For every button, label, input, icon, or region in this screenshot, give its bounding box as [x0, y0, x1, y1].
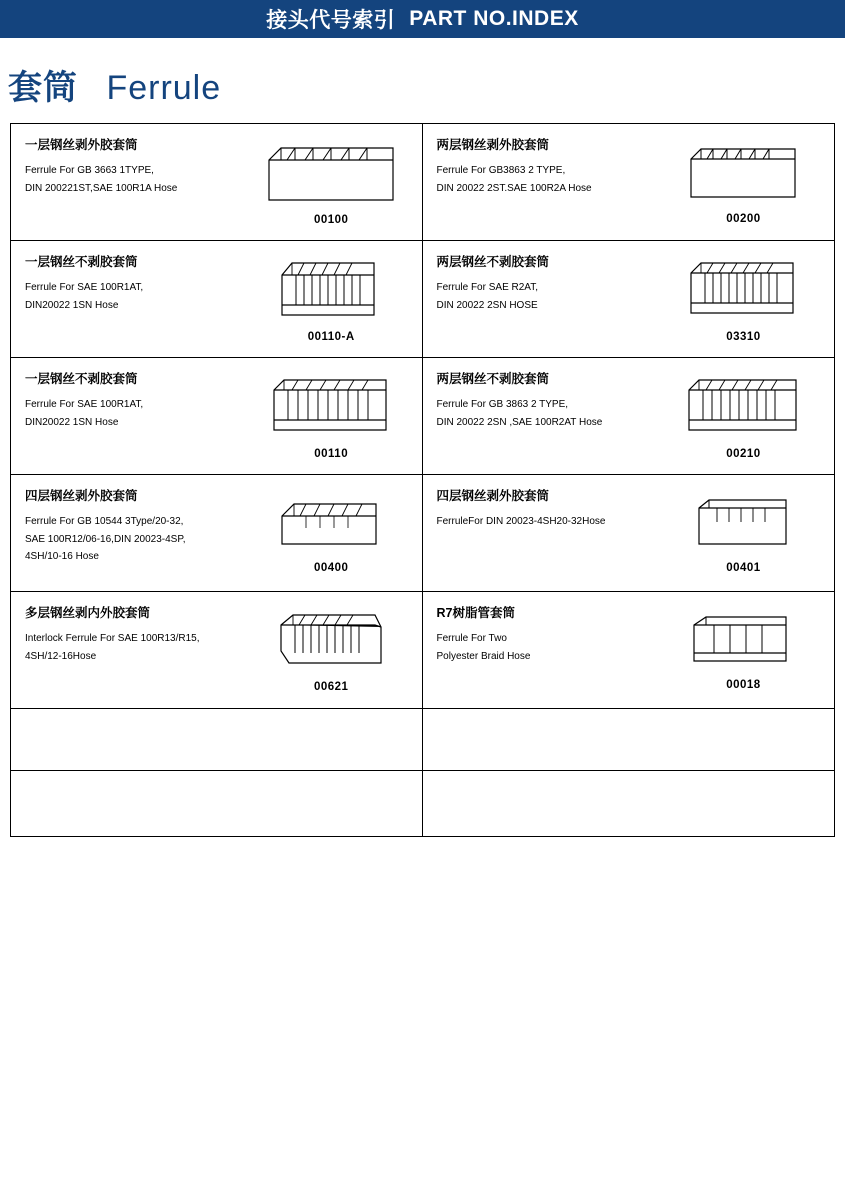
- table-row: [11, 358, 834, 475]
- part-number: 00401: [726, 562, 761, 574]
- empty-cell: [423, 771, 835, 837]
- product-spec: DIN 200221ST,SAE 100R1A Hose: [25, 182, 178, 194]
- product-cell: [423, 475, 835, 591]
- product-cell: [423, 358, 835, 474]
- product-text: [423, 358, 653, 474]
- product-image: [241, 358, 422, 474]
- product-text: [423, 241, 653, 357]
- banner-title-en: PART NO.INDEX: [409, 7, 579, 30]
- product-spec: SAE 100R12/06-16,DIN 20023-4SP,: [25, 533, 186, 545]
- ferrule-nonskive-1wire-icon: [266, 372, 396, 444]
- product-cell: [423, 592, 835, 708]
- page-title: [8, 60, 845, 109]
- empty-cell: [11, 771, 423, 837]
- part-number: 00210: [726, 448, 761, 460]
- empty-cell: [11, 709, 423, 771]
- page-title-cn: 套筒: [8, 69, 78, 107]
- product-text: [11, 358, 241, 474]
- table-row-empty: [11, 709, 834, 771]
- product-spec: Ferrule For GB 3863 2 TYPE,: [436, 399, 569, 410]
- product-text: [11, 592, 241, 708]
- ferrule-skived-1wire-icon: [261, 138, 401, 210]
- table-row-empty: [11, 771, 834, 837]
- product-spec: Polyester Braid Hose: [436, 650, 531, 662]
- part-number: 00110: [314, 448, 349, 460]
- product-text: [11, 124, 241, 240]
- product-text: [423, 124, 653, 240]
- product-text: [11, 475, 241, 591]
- product-image: [653, 475, 834, 591]
- part-number: 00200: [726, 213, 761, 225]
- product-spec: 4SH/12-16Hose: [25, 650, 97, 662]
- ferrule-r7-resin-icon: [686, 609, 801, 675]
- part-number: 00400: [313, 562, 349, 574]
- product-spec: Ferrule For GB 3663 1TYPE,: [25, 165, 154, 176]
- product-text: [423, 475, 653, 591]
- product-text: [11, 241, 241, 357]
- part-number: 00110-A: [307, 331, 355, 343]
- table-row: [11, 124, 834, 241]
- product-spec: FerruleFor DIN 20023-4SH20-32Hose: [436, 516, 606, 527]
- product-title-cn: 一层钢丝不剥胶套筒: [25, 255, 138, 269]
- empty-cell: [423, 709, 835, 771]
- product-title-cn: 一层钢丝不剥胶套筒: [25, 372, 138, 386]
- product-spec: Ferrule For SAE R2AT,: [436, 282, 539, 293]
- product-text: [423, 592, 653, 708]
- ferrule-table: [10, 123, 835, 837]
- product-spec: 4SH/10-16 Hose: [25, 551, 99, 562]
- product-spec: DIN20022 1SN Hose: [25, 299, 119, 311]
- product-cell: [11, 241, 423, 357]
- product-image: [653, 124, 834, 240]
- ferrule-nonskive-2wire-icon: [683, 255, 803, 327]
- product-cell: [11, 592, 423, 708]
- product-spec: Ferrule For SAE 100R1AT,: [25, 399, 144, 410]
- page-banner: [0, 0, 845, 38]
- ferrule-4wire-skived-icon: [276, 492, 386, 558]
- product-spec: Ferrule For GB3863 2 TYPE,: [436, 165, 566, 176]
- product-image: [241, 124, 422, 240]
- product-title-cn: 两层钢丝不剥胶套筒: [436, 255, 550, 269]
- table-row: [11, 592, 834, 709]
- product-title-cn: 两层钢丝不剥胶套筒: [436, 372, 550, 386]
- product-cell: [423, 241, 835, 357]
- product-spec: DIN 20022 2ST.SAE 100R2A Hose: [436, 182, 592, 194]
- part-number: 00100: [313, 214, 349, 226]
- product-title-cn: 多层钢丝剥内外胶套筒: [25, 606, 151, 620]
- product-spec: Ferrule For SAE 100R1AT,: [25, 282, 144, 293]
- product-spec: DIN 20022 2SN ,SAE 100R2AT Hose: [436, 416, 603, 428]
- product-image: [653, 241, 834, 357]
- product-spec: DIN 20022 2SN HOSE: [436, 299, 538, 311]
- ferrule-nonskive-1wire-a-icon: [276, 255, 386, 327]
- product-spec: DIN20022 1SN Hose: [25, 416, 119, 428]
- product-title-cn: 四层钢丝剥外胶套筒: [25, 489, 138, 503]
- table-row: [11, 475, 834, 592]
- part-number: 00621: [313, 681, 349, 693]
- product-spec: Ferrule For GB 10544 3Type/20-32,: [25, 516, 184, 527]
- page-title-en: Ferrule: [106, 69, 222, 107]
- ferrule-4wire-skived-b-icon: [691, 492, 796, 558]
- table-row: [11, 241, 834, 358]
- ferrule-skived-2wire-icon: [683, 139, 803, 209]
- part-number: 03310: [726, 331, 761, 343]
- product-image: [653, 358, 834, 474]
- product-spec: Ferrule For Two: [436, 633, 507, 644]
- product-image: [653, 592, 834, 708]
- product-title-cn: 四层钢丝剥外胶套筒: [436, 489, 550, 503]
- product-title-cn: 一层钢丝剥外胶套筒: [25, 138, 138, 152]
- banner-title-cn: 接头代号索引: [266, 9, 396, 32]
- product-image: [241, 592, 422, 708]
- product-title-cn: 两层钢丝剥外胶套筒: [436, 138, 550, 152]
- part-number: 00018: [726, 679, 761, 691]
- product-title-cn: R7树脂管套筒: [436, 606, 515, 620]
- product-spec: Interlock Ferrule For SAE 100R13/R15,: [25, 633, 200, 644]
- product-image: [241, 241, 422, 357]
- product-cell: [11, 475, 423, 591]
- product-image: [241, 475, 422, 591]
- ferrule-interlock-icon: [271, 607, 391, 677]
- ferrule-nonskive-2wire-b-icon: [681, 372, 806, 444]
- product-cell: [11, 124, 423, 240]
- product-cell: [423, 124, 835, 240]
- product-cell: [11, 358, 423, 474]
